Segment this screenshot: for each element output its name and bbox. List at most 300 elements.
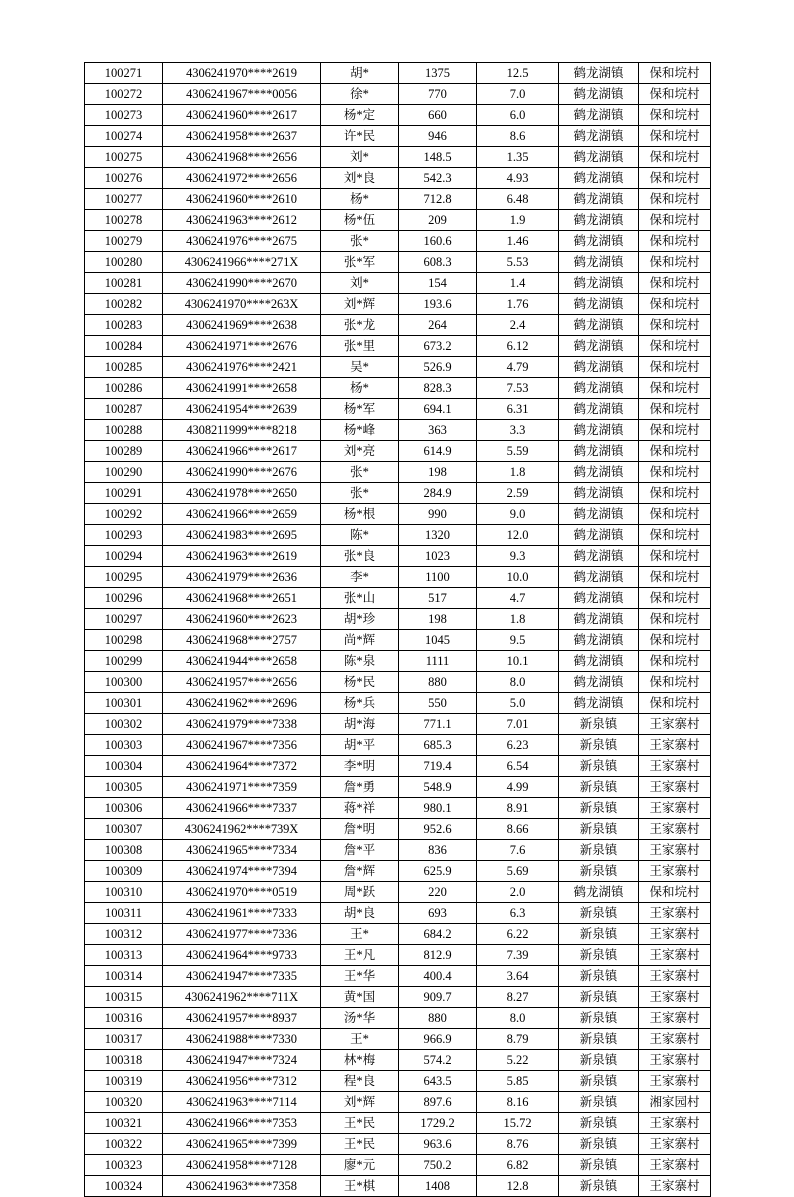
row-village: 保和垸村 (639, 567, 711, 588)
row-id-number: 4306241964****7372 (163, 756, 321, 777)
table-row (85, 210, 711, 231)
table-row (85, 924, 711, 945)
row-id-number: 4306241960****2623 (163, 609, 321, 630)
row-town: 鹤龙湖镇 (559, 504, 639, 525)
row-subsidy: 5.0 (477, 693, 559, 714)
row-name: 张* (321, 462, 399, 483)
row-name: 周*跃 (321, 882, 399, 903)
row-area: 1729.2 (399, 1113, 477, 1134)
row-subsidy: 8.27 (477, 987, 559, 1008)
row-subsidy: 12.5 (477, 63, 559, 84)
table-row (85, 714, 711, 735)
row-village: 保和垸村 (639, 105, 711, 126)
table-row (85, 672, 711, 693)
row-subsidy: 6.22 (477, 924, 559, 945)
row-serial: 100290 (85, 462, 163, 483)
table-row (85, 1050, 711, 1071)
table-row (85, 777, 711, 798)
table-row (85, 609, 711, 630)
row-id-number: 4306241947****7324 (163, 1050, 321, 1071)
table-row (85, 567, 711, 588)
row-area: 1375 (399, 63, 477, 84)
row-town: 鹤龙湖镇 (559, 483, 639, 504)
table-row (85, 861, 711, 882)
row-serial: 100279 (85, 231, 163, 252)
row-id-number: 4306241954****2639 (163, 399, 321, 420)
row-area: 160.6 (399, 231, 477, 252)
table-row (85, 651, 711, 672)
row-subsidy: 7.0 (477, 84, 559, 105)
row-village: 保和垸村 (639, 84, 711, 105)
row-serial: 100294 (85, 546, 163, 567)
row-village: 王家寨村 (639, 714, 711, 735)
row-subsidy: 7.39 (477, 945, 559, 966)
row-name: 胡*平 (321, 735, 399, 756)
row-area: 1408 (399, 1176, 477, 1197)
row-id-number: 4306241988****7330 (163, 1029, 321, 1050)
table-row (85, 504, 711, 525)
row-area: 812.9 (399, 945, 477, 966)
table-row (85, 903, 711, 924)
row-town: 鹤龙湖镇 (559, 336, 639, 357)
row-serial: 100291 (85, 483, 163, 504)
row-town: 鹤龙湖镇 (559, 441, 639, 462)
row-village: 保和垸村 (639, 189, 711, 210)
row-id-number: 4306241971****2676 (163, 336, 321, 357)
table-row (85, 525, 711, 546)
row-town: 鹤龙湖镇 (559, 210, 639, 231)
row-area: 673.2 (399, 336, 477, 357)
row-village: 保和垸村 (639, 882, 711, 903)
table-row (85, 294, 711, 315)
row-area: 719.4 (399, 756, 477, 777)
row-village: 王家寨村 (639, 1008, 711, 1029)
row-village: 王家寨村 (639, 903, 711, 924)
row-village: 保和垸村 (639, 483, 711, 504)
row-id-number: 4306241970****0519 (163, 882, 321, 903)
row-id-number: 4306241962****711X (163, 987, 321, 1008)
row-area: 694.1 (399, 399, 477, 420)
row-id-number: 4306241963****2619 (163, 546, 321, 567)
row-area: 608.3 (399, 252, 477, 273)
row-town: 鹤龙湖镇 (559, 567, 639, 588)
row-area: 1111 (399, 651, 477, 672)
row-serial: 100301 (85, 693, 163, 714)
row-village: 保和垸村 (639, 126, 711, 147)
row-village: 王家寨村 (639, 1071, 711, 1092)
row-serial: 100302 (85, 714, 163, 735)
row-area: 1023 (399, 546, 477, 567)
row-area: 198 (399, 462, 477, 483)
row-serial: 100316 (85, 1008, 163, 1029)
row-subsidy: 10.0 (477, 567, 559, 588)
row-town: 鹤龙湖镇 (559, 588, 639, 609)
row-id-number: 4306241962****2696 (163, 693, 321, 714)
row-id-number: 4306241979****7338 (163, 714, 321, 735)
row-id-number: 4306241956****7312 (163, 1071, 321, 1092)
row-town: 新泉镇 (559, 714, 639, 735)
row-village: 王家寨村 (639, 777, 711, 798)
row-town: 鹤龙湖镇 (559, 84, 639, 105)
row-serial: 100315 (85, 987, 163, 1008)
row-village: 保和垸村 (639, 399, 711, 420)
table-row (85, 1155, 711, 1176)
row-area: 693 (399, 903, 477, 924)
row-village: 王家寨村 (639, 1155, 711, 1176)
row-town: 新泉镇 (559, 1008, 639, 1029)
row-serial: 100313 (85, 945, 163, 966)
row-name: 蒋*祥 (321, 798, 399, 819)
row-name: 王*华 (321, 966, 399, 987)
row-name: 尚*辉 (321, 630, 399, 651)
row-name: 詹*辉 (321, 861, 399, 882)
row-village: 王家寨村 (639, 1176, 711, 1197)
row-area: 770 (399, 84, 477, 105)
row-name: 许*民 (321, 126, 399, 147)
row-village: 保和垸村 (639, 546, 711, 567)
row-subsidy: 12.8 (477, 1176, 559, 1197)
row-town: 鹤龙湖镇 (559, 357, 639, 378)
row-area: 963.6 (399, 1134, 477, 1155)
row-subsidy: 8.0 (477, 672, 559, 693)
row-id-number: 4306241978****2650 (163, 483, 321, 504)
row-village: 王家寨村 (639, 945, 711, 966)
row-id-number: 4306241990****2670 (163, 273, 321, 294)
table-row (85, 336, 711, 357)
row-id-number: 4306241991****2658 (163, 378, 321, 399)
row-name: 王*凡 (321, 945, 399, 966)
row-name: 陈* (321, 525, 399, 546)
row-subsidy: 4.79 (477, 357, 559, 378)
row-serial: 100273 (85, 105, 163, 126)
row-area: 771.1 (399, 714, 477, 735)
row-name: 杨*定 (321, 105, 399, 126)
row-name: 黄*国 (321, 987, 399, 1008)
row-town: 鹤龙湖镇 (559, 252, 639, 273)
row-serial: 100280 (85, 252, 163, 273)
row-village: 保和垸村 (639, 609, 711, 630)
row-subsidy: 7.01 (477, 714, 559, 735)
row-town: 鹤龙湖镇 (559, 462, 639, 483)
row-name: 刘*良 (321, 168, 399, 189)
row-area: 264 (399, 315, 477, 336)
row-id-number: 4306241947****7335 (163, 966, 321, 987)
row-village: 王家寨村 (639, 798, 711, 819)
row-subsidy: 5.22 (477, 1050, 559, 1071)
row-id-number: 4306241972****2656 (163, 168, 321, 189)
row-village: 保和垸村 (639, 693, 711, 714)
row-area: 909.7 (399, 987, 477, 1008)
row-serial: 100321 (85, 1113, 163, 1134)
table-row (85, 483, 711, 504)
row-name: 张*龙 (321, 315, 399, 336)
row-area: 685.3 (399, 735, 477, 756)
row-area: 574.2 (399, 1050, 477, 1071)
row-village: 保和垸村 (639, 336, 711, 357)
table-body (85, 63, 711, 1197)
row-town: 新泉镇 (559, 966, 639, 987)
table-row (85, 441, 711, 462)
row-id-number: 4306241968****2651 (163, 588, 321, 609)
row-subsidy: 1.4 (477, 273, 559, 294)
row-name: 王* (321, 924, 399, 945)
row-serial: 100298 (85, 630, 163, 651)
table-row (85, 315, 711, 336)
row-subsidy: 7.53 (477, 378, 559, 399)
row-serial: 100282 (85, 294, 163, 315)
table-row (85, 966, 711, 987)
row-town: 新泉镇 (559, 777, 639, 798)
row-serial: 100297 (85, 609, 163, 630)
row-village: 保和垸村 (639, 441, 711, 462)
row-serial: 100272 (85, 84, 163, 105)
table-row (85, 105, 711, 126)
table-row (85, 840, 711, 861)
table-row (85, 630, 711, 651)
row-area: 220 (399, 882, 477, 903)
row-area: 625.9 (399, 861, 477, 882)
row-id-number: 4306241990****2676 (163, 462, 321, 483)
row-subsidy: 5.85 (477, 1071, 559, 1092)
row-area: 198 (399, 609, 477, 630)
row-serial: 100292 (85, 504, 163, 525)
table-row (85, 252, 711, 273)
row-name: 李* (321, 567, 399, 588)
row-area: 946 (399, 126, 477, 147)
row-name: 张*里 (321, 336, 399, 357)
table-row (85, 189, 711, 210)
row-serial: 100284 (85, 336, 163, 357)
row-id-number: 4306241970****2619 (163, 63, 321, 84)
row-village: 保和垸村 (639, 168, 711, 189)
row-name: 王*棋 (321, 1176, 399, 1197)
row-subsidy: 2.59 (477, 483, 559, 504)
row-serial: 100271 (85, 63, 163, 84)
row-town: 鹤龙湖镇 (559, 378, 639, 399)
row-subsidy: 10.1 (477, 651, 559, 672)
row-village: 保和垸村 (639, 210, 711, 231)
row-name: 詹*平 (321, 840, 399, 861)
row-serial: 100304 (85, 756, 163, 777)
row-area: 1045 (399, 630, 477, 651)
table-row (85, 756, 711, 777)
row-subsidy: 6.12 (477, 336, 559, 357)
row-id-number: 4306241976****2421 (163, 357, 321, 378)
table-row (85, 147, 711, 168)
row-village: 保和垸村 (639, 357, 711, 378)
table-row (85, 378, 711, 399)
row-id-number: 4306241960****2610 (163, 189, 321, 210)
row-serial: 100308 (85, 840, 163, 861)
row-id-number: 4306241958****7128 (163, 1155, 321, 1176)
row-serial: 100278 (85, 210, 163, 231)
row-name: 张*山 (321, 588, 399, 609)
row-name: 詹*明 (321, 819, 399, 840)
row-name: 胡*海 (321, 714, 399, 735)
row-area: 836 (399, 840, 477, 861)
row-name: 张* (321, 483, 399, 504)
row-area: 517 (399, 588, 477, 609)
row-serial: 100309 (85, 861, 163, 882)
row-area: 880 (399, 672, 477, 693)
row-serial: 100307 (85, 819, 163, 840)
row-area: 712.8 (399, 189, 477, 210)
row-name: 刘* (321, 273, 399, 294)
row-serial: 100293 (85, 525, 163, 546)
row-subsidy: 1.35 (477, 147, 559, 168)
row-serial: 100277 (85, 189, 163, 210)
row-serial: 100314 (85, 966, 163, 987)
row-village: 王家寨村 (639, 1113, 711, 1134)
row-subsidy: 12.0 (477, 525, 559, 546)
row-subsidy: 9.0 (477, 504, 559, 525)
row-area: 660 (399, 105, 477, 126)
row-area: 750.2 (399, 1155, 477, 1176)
row-town: 新泉镇 (559, 798, 639, 819)
row-town: 鹤龙湖镇 (559, 63, 639, 84)
row-town: 新泉镇 (559, 945, 639, 966)
row-area: 880 (399, 1008, 477, 1029)
row-area: 684.2 (399, 924, 477, 945)
row-subsidy: 4.93 (477, 168, 559, 189)
row-name: 刘*亮 (321, 441, 399, 462)
row-name: 杨*军 (321, 399, 399, 420)
row-area: 542.3 (399, 168, 477, 189)
table-row (85, 1176, 711, 1197)
row-id-number: 4306241961****7333 (163, 903, 321, 924)
row-name: 胡*珍 (321, 609, 399, 630)
row-area: 526.9 (399, 357, 477, 378)
row-area: 1100 (399, 567, 477, 588)
row-name: 杨* (321, 378, 399, 399)
row-subsidy: 4.7 (477, 588, 559, 609)
row-area: 897.6 (399, 1092, 477, 1113)
row-village: 王家寨村 (639, 1134, 711, 1155)
row-serial: 100286 (85, 378, 163, 399)
row-name: 张*良 (321, 546, 399, 567)
row-village: 王家寨村 (639, 987, 711, 1008)
row-id-number: 4306241983****2695 (163, 525, 321, 546)
row-name: 詹*勇 (321, 777, 399, 798)
row-name: 张*军 (321, 252, 399, 273)
row-town: 鹤龙湖镇 (559, 126, 639, 147)
row-name: 徐* (321, 84, 399, 105)
row-serial: 100276 (85, 168, 163, 189)
row-serial: 100322 (85, 1134, 163, 1155)
row-village: 保和垸村 (639, 588, 711, 609)
row-serial: 100324 (85, 1176, 163, 1197)
table-row (85, 273, 711, 294)
row-subsidy: 15.72 (477, 1113, 559, 1134)
row-id-number: 4306241964****9733 (163, 945, 321, 966)
table-row (85, 84, 711, 105)
row-village: 保和垸村 (639, 630, 711, 651)
row-id-number: 4306241962****739X (163, 819, 321, 840)
subsidy-table (84, 62, 711, 1197)
row-village: 保和垸村 (639, 525, 711, 546)
row-id-number: 4306241968****2656 (163, 147, 321, 168)
row-subsidy: 6.48 (477, 189, 559, 210)
row-village: 王家寨村 (639, 735, 711, 756)
row-name: 李*明 (321, 756, 399, 777)
row-id-number: 4306241944****2658 (163, 651, 321, 672)
row-id-number: 4306241969****2638 (163, 315, 321, 336)
table-row (85, 819, 711, 840)
row-town: 新泉镇 (559, 1029, 639, 1050)
row-area: 966.9 (399, 1029, 477, 1050)
table-row (85, 987, 711, 1008)
row-serial: 100300 (85, 672, 163, 693)
row-id-number: 4306241977****7336 (163, 924, 321, 945)
row-area: 643.5 (399, 1071, 477, 1092)
row-area: 154 (399, 273, 477, 294)
table-row (85, 735, 711, 756)
row-subsidy: 1.46 (477, 231, 559, 252)
row-town: 新泉镇 (559, 756, 639, 777)
row-area: 828.3 (399, 378, 477, 399)
row-name: 杨*民 (321, 672, 399, 693)
row-village: 王家寨村 (639, 756, 711, 777)
row-serial: 100312 (85, 924, 163, 945)
row-village: 保和垸村 (639, 315, 711, 336)
row-town: 鹤龙湖镇 (559, 546, 639, 567)
table-row (85, 1092, 711, 1113)
row-serial: 100318 (85, 1050, 163, 1071)
row-id-number: 4306241966****7337 (163, 798, 321, 819)
table-row (85, 1029, 711, 1050)
row-town: 鹤龙湖镇 (559, 420, 639, 441)
row-subsidy: 6.82 (477, 1155, 559, 1176)
row-area: 193.6 (399, 294, 477, 315)
row-area: 363 (399, 420, 477, 441)
row-town: 新泉镇 (559, 924, 639, 945)
row-town: 新泉镇 (559, 861, 639, 882)
row-subsidy: 9.3 (477, 546, 559, 567)
row-subsidy: 4.99 (477, 777, 559, 798)
row-village: 保和垸村 (639, 651, 711, 672)
row-id-number: 4306241966****2659 (163, 504, 321, 525)
row-id-number: 4306241963****7358 (163, 1176, 321, 1197)
table-row (85, 798, 711, 819)
row-town: 鹤龙湖镇 (559, 882, 639, 903)
table-row (85, 1071, 711, 1092)
row-serial: 100281 (85, 273, 163, 294)
table-row (85, 882, 711, 903)
row-id-number: 4306241957****8937 (163, 1008, 321, 1029)
table-row (85, 420, 711, 441)
table-row (85, 1113, 711, 1134)
row-name: 杨*伍 (321, 210, 399, 231)
row-id-number: 4306241971****7359 (163, 777, 321, 798)
row-town: 新泉镇 (559, 1176, 639, 1197)
table-row (85, 399, 711, 420)
row-name: 刘* (321, 147, 399, 168)
row-id-number: 4306241965****7399 (163, 1134, 321, 1155)
row-serial: 100303 (85, 735, 163, 756)
row-subsidy: 5.59 (477, 441, 559, 462)
row-name: 王* (321, 1029, 399, 1050)
row-area: 148.5 (399, 147, 477, 168)
row-subsidy: 6.31 (477, 399, 559, 420)
row-name: 林*梅 (321, 1050, 399, 1071)
row-serial: 100306 (85, 798, 163, 819)
row-town: 鹤龙湖镇 (559, 168, 639, 189)
table-row (85, 126, 711, 147)
row-name: 胡* (321, 63, 399, 84)
row-village: 保和垸村 (639, 294, 711, 315)
row-serial: 100283 (85, 315, 163, 336)
row-town: 新泉镇 (559, 1092, 639, 1113)
